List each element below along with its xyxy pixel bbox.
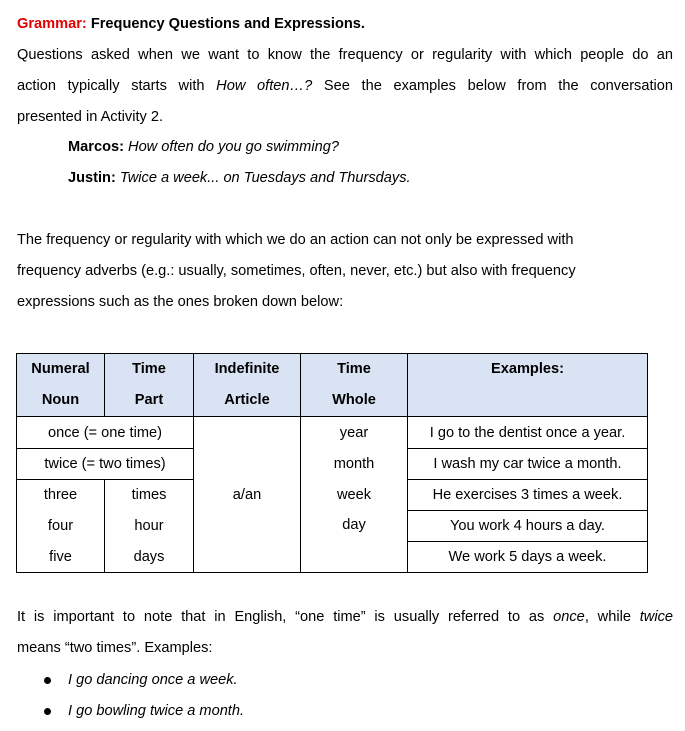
header-text: Whole [332, 392, 376, 408]
header-text: Numeral [31, 361, 90, 377]
table-cell-numeral: four [17, 511, 105, 542]
table-cell-numeral: three [17, 480, 105, 511]
heading-title: Frequency Questions and Expressions. [90, 16, 365, 32]
intro-italic: How often…? [216, 78, 313, 94]
header-time-part [105, 354, 194, 417]
para3-text: , while [584, 609, 640, 625]
table-cell-example: You work 4 hours a day. [408, 511, 648, 542]
table-cell-example: We work 5 days a week. [408, 542, 648, 573]
para3-italic: twice [639, 609, 673, 625]
intro-text: action typically starts with [17, 78, 217, 94]
para3-italic: once [553, 609, 585, 625]
header-text: Noun [41, 392, 80, 408]
table-cell-example: I go to the dentist once a year. [408, 417, 648, 449]
intro-line-2 [17, 76, 673, 96]
header-text: Part [134, 392, 164, 408]
table-cell-part: hour [105, 511, 194, 542]
table-cell-numeral: five [17, 542, 105, 573]
heading-label: Grammar: [17, 16, 87, 32]
table-cell-example: I wash my car twice a month. [408, 449, 648, 480]
header-examples [408, 354, 648, 417]
table-cell-whole: day [301, 511, 408, 573]
para3-line-1 [17, 607, 673, 627]
header-text: Time [337, 361, 371, 377]
dialogue-line [68, 137, 339, 157]
table-cell-part: days [105, 542, 194, 573]
para3-line-2: means “two times”. Examples: [17, 640, 213, 656]
speaker-name: Justin: [68, 170, 116, 186]
table-cell-whole: week [301, 480, 408, 511]
header-time-whole [301, 354, 408, 417]
table-cell-example: He exercises 3 times a week. [408, 480, 648, 511]
header-text: Article [224, 392, 270, 408]
bullet-dot [44, 708, 51, 715]
para2-line-3: expressions such as the ones broken down below: [17, 294, 344, 310]
intro-text: See the examples below from the conversation [312, 78, 673, 94]
dialogue-line [68, 168, 411, 188]
speaker-text: Twice a week... on Tuesdays and Thursdays. [119, 170, 411, 186]
frequency-table [16, 353, 648, 573]
bullet-dot [44, 677, 51, 684]
section-heading [17, 14, 365, 34]
para3-text: It is important to note that in English, “one time” is usually referred to as [17, 609, 554, 625]
intro-line-1: Questions asked when we want to know the frequency or regularity with which people do an [17, 47, 673, 63]
table-cell-once: once (= one time) [17, 417, 194, 449]
bullet-item: I go dancing once a week. [68, 672, 238, 688]
intro-line-3: presented in Activity 2. [17, 109, 164, 125]
header-indefinite-article [194, 354, 301, 417]
para2-line-2: frequency adverbs (e.g.: usually, sometimes, often, never, etc.) but also with frequency [17, 263, 576, 279]
header-text: Indefinite [214, 361, 280, 377]
header-numeral-noun [17, 354, 105, 417]
speaker-name: Marcos: [68, 139, 124, 155]
table-cell-part: times [105, 480, 194, 511]
para2-line-1: The frequency or regularity with which we do an action can not only be expressed with [17, 232, 574, 248]
table-cell-twice: twice (= two times) [17, 449, 194, 480]
table-cell-whole: year [301, 417, 408, 449]
header-text: Time [132, 361, 166, 377]
header-text: Examples: [490, 361, 564, 377]
speaker-text: How often do you go swimming? [128, 139, 339, 155]
table-cell-whole: month [301, 449, 408, 480]
table-cell-article: a/an [194, 417, 301, 573]
bullet-item: I go bowling twice a month. [68, 703, 245, 719]
